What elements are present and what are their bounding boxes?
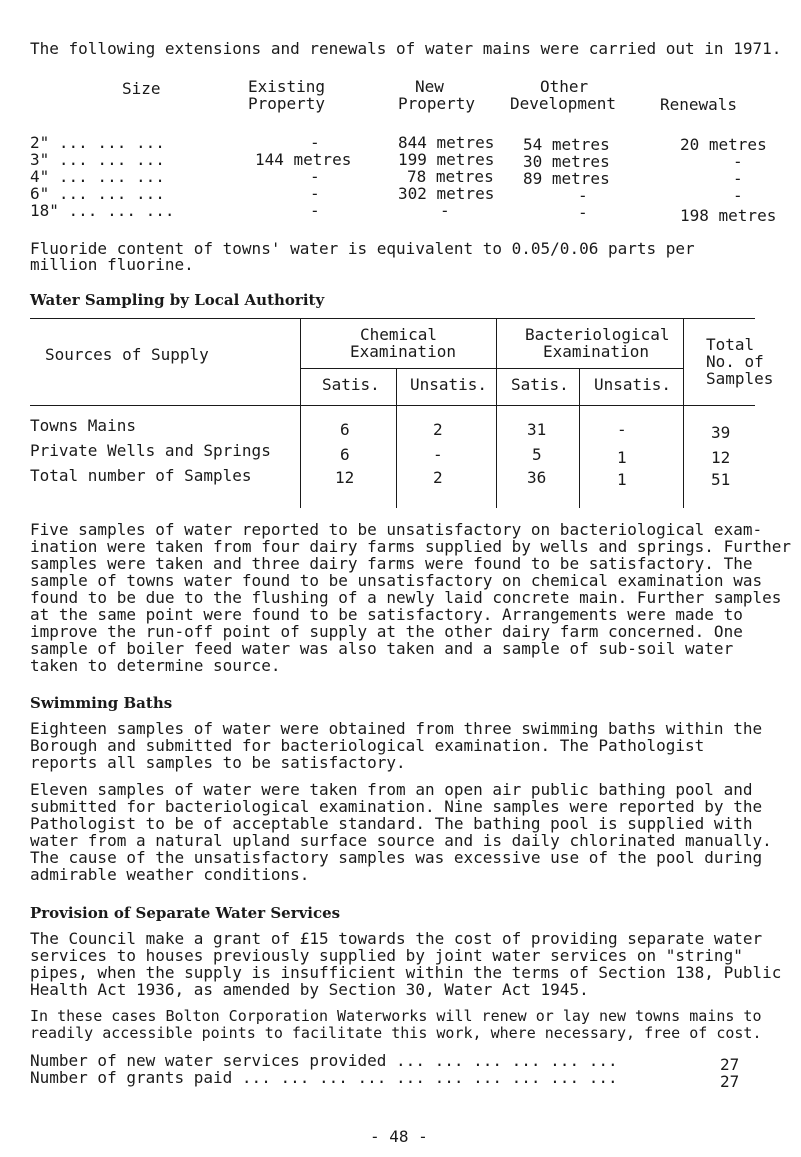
mains-size: 18" ... ... ... [30, 201, 175, 220]
paragraph-line: services to houses previously supplied by joint water services on "string" [30, 946, 743, 965]
mains-renewals: - [733, 152, 743, 171]
mains-new: 199 metres [398, 150, 495, 169]
mains-other: 89 metres [523, 169, 610, 188]
paragraph-line: Health Act 1936, as amended by Section 30, Water Act 1945. [30, 980, 589, 999]
chem-unsatis-header: Unsatis. [410, 375, 488, 394]
paragraph-line: readily accessible points to facilitate this work, where necessary, free of cost. [30, 1024, 762, 1042]
table-divider [300, 318, 301, 508]
paragraph-line: admirable weather conditions. [30, 865, 310, 884]
table-top-rule [30, 318, 755, 319]
paragraph-line: water from a natural upland surface source and is daily chlorinated manually. [30, 831, 772, 850]
paragraph-line: submitted for bacteriological examination. Nine samples were reported by the [30, 797, 763, 816]
paragraph-line: pipes, when the supply is insufficient within the terms of Section 138, Public [30, 963, 782, 982]
table-header-rule [30, 405, 755, 406]
paragraph-line: sample of towns water found to be unsatisfactory on chemical examination was [30, 571, 763, 590]
chem-header-2: Examination [350, 342, 456, 361]
mains-header-new: New [415, 77, 444, 96]
chem-header: Chemical [360, 325, 438, 344]
total-header: Total [706, 335, 755, 354]
paragraph-line: ination were taken from four dairy farms supplied by wells and springs. Further [30, 537, 791, 556]
row-source: Towns Mains [30, 416, 136, 435]
mains-existing: - [310, 167, 320, 186]
mains-existing: 144 metres [255, 150, 352, 169]
mains-other: 30 metres [523, 152, 610, 171]
mains-header-other: Other [540, 77, 589, 96]
mains-new: - [440, 201, 450, 220]
table-divider [579, 368, 580, 508]
paragraph-line: Pathologist to be of acceptable standard. The bathing pool is supplied with [30, 814, 753, 833]
mains-header-size: Size [122, 79, 161, 98]
mains-other: - [578, 186, 588, 205]
row-bact-unsatis: 1 [617, 448, 627, 467]
paragraph-line: Eleven samples of water were taken from an open air public bathing pool and [30, 780, 753, 799]
row-chem-unsatis: - [433, 445, 443, 464]
paragraph-line: The Council make a grant of £15 towards the cost of providing separate water [30, 929, 763, 948]
row-chem-unsatis: 2 [433, 420, 443, 439]
table-subheader-rule [300, 368, 683, 369]
bact-header-2: Examination [543, 342, 649, 361]
provision-heading: Provision of Separate Water Services [30, 904, 341, 922]
row-chem-unsatis: 2 [433, 468, 443, 487]
mains-size: 6" ... ... ... [30, 184, 165, 203]
paragraph-line: taken to determine source. [30, 656, 281, 675]
mains-size: 2" ... ... ... [30, 133, 165, 152]
paragraph-line: improve the run-off point of supply at the other dairy farm concerned. One [30, 622, 743, 641]
paragraph-line: at the same point were found to be satisfactory. Arrangements were made to [30, 605, 743, 624]
row-chem-satis: 6 [340, 445, 350, 464]
sampling-heading: Water Sampling by Local Authority [30, 291, 325, 309]
row-bact-unsatis: - [617, 420, 627, 439]
row-source: Total number of Samples [30, 466, 252, 485]
mains-header-existing-2: Property [248, 94, 326, 113]
mains-header-new-2: Property [398, 94, 476, 113]
paragraph-line: In these cases Bolton Corporation Waterworks will renew or lay new towns mains to [30, 1007, 762, 1025]
mains-renewals: - [733, 169, 743, 188]
count-label: Number of new water services provided ... ... ... ... ... ... [30, 1051, 618, 1070]
total-header-3: Samples [706, 369, 774, 388]
mains-renewals: 20 metres [680, 135, 767, 154]
row-chem-satis: 12 [335, 468, 355, 487]
row-bact-satis: 31 [527, 420, 547, 439]
mains-new: 78 metres [407, 167, 494, 186]
row-bact-unsatis: 1 [617, 470, 627, 489]
row-bact-satis: 5 [532, 445, 542, 464]
count-value: 27 [720, 1072, 740, 1091]
paragraph-line: Borough and submitted for bacteriological examination. The Pathologist [30, 736, 705, 755]
count-value: 27 [720, 1055, 740, 1074]
chem-satis-header: Satis. [322, 375, 380, 394]
bact-unsatis-header: Unsatis. [594, 375, 672, 394]
mains-existing: - [310, 133, 320, 152]
bact-header: Bacteriological [525, 325, 670, 344]
mains-other: - [578, 203, 588, 222]
table-divider [683, 318, 684, 508]
row-chem-satis: 6 [340, 420, 350, 439]
mains-other: 54 metres [523, 135, 610, 154]
fluoride-line-2: million fluorine. [30, 255, 194, 274]
bact-satis-header: Satis. [511, 375, 569, 394]
page-number: - 48 - [370, 1127, 428, 1146]
table-divider [396, 368, 397, 508]
mains-size: 3" ... ... ... [30, 150, 165, 169]
row-total: 51 [711, 470, 731, 489]
paragraph-line: found to be due to the flushing of a newly laid concrete main. Further samples [30, 588, 782, 607]
sources-header: Sources of Supply [45, 345, 209, 364]
row-source: Private Wells and Springs [30, 441, 271, 460]
mains-header-other-2: Development [510, 94, 616, 113]
paragraph-line: samples were taken and three dairy farms were found to be satisfactory. The [30, 554, 753, 573]
mains-header-renewals: Renewals [660, 95, 738, 114]
mains-renewals: 198 metres [680, 206, 777, 225]
count-label: Number of grants paid ... ... ... ... ... ... ... ... ... ... [30, 1068, 618, 1087]
mains-header-existing: Existing [248, 77, 326, 96]
paragraph-line: Five samples of water reported to be unsatisfactory on bacteriological exam- [30, 520, 763, 539]
mains-renewals: - [733, 186, 743, 205]
paragraph-line: The cause of the unsatisfactory samples was excessive use of the pool during [30, 848, 763, 867]
mains-existing: - [310, 201, 320, 220]
fluoride-line-1: Fluoride content of towns' water is equivalent to 0.05/0.06 parts per [30, 239, 695, 258]
paragraph-line: Eighteen samples of water were obtained from three swimming baths within the [30, 719, 763, 738]
row-total: 39 [711, 423, 731, 442]
total-header-2: No. of [706, 352, 764, 371]
table-divider [496, 318, 497, 508]
intro-text: The following extensions and renewals of water mains were carried out in 1971. [30, 39, 782, 58]
mains-size: 4" ... ... ... [30, 167, 165, 186]
mains-new: 844 metres [398, 133, 495, 152]
swimming-heading: Swimming Baths [30, 694, 173, 712]
mains-existing: - [310, 184, 320, 203]
row-bact-satis: 36 [527, 468, 547, 487]
row-total: 12 [711, 448, 731, 467]
mains-new: 302 metres [398, 184, 495, 203]
paragraph-line: reports all samples to be satisfactory. [30, 753, 406, 772]
paragraph-line: sample of boiler feed water was also taken and a sample of sub-soil water [30, 639, 734, 658]
